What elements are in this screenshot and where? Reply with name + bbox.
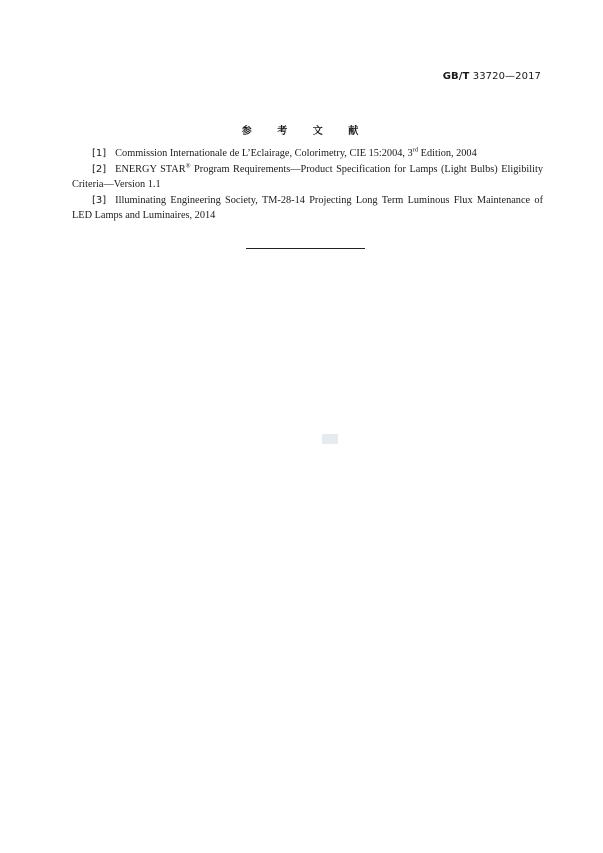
standard-number: 33720—2017 bbox=[472, 71, 541, 82]
reference-text-tail: Program Requirements—Product Specification for Lamps (Light Bulbs) Eligibility Criteria—Version 1.1 bbox=[72, 163, 544, 190]
reference-superscript: ® bbox=[185, 162, 191, 170]
references-heading: 参 考 文 献 bbox=[241, 126, 370, 137]
reference-item-3 bbox=[72, 193, 543, 224]
reference-text: ENERGY STAR bbox=[115, 163, 186, 175]
standard-code bbox=[443, 71, 541, 82]
reference-marker: [2] bbox=[92, 163, 107, 175]
reference-marker: [3] bbox=[92, 194, 107, 206]
end-rule-divider bbox=[246, 248, 365, 249]
reference-marker: [1] bbox=[92, 148, 107, 159]
standard-prefix: GB/T bbox=[442, 71, 470, 82]
reference-list bbox=[72, 146, 543, 224]
reference-superscript: rd bbox=[412, 146, 419, 154]
watermark-logo-icon bbox=[322, 434, 338, 444]
reference-item-1 bbox=[72, 146, 543, 162]
reference-item-2 bbox=[72, 162, 543, 193]
reference-text: Commission Internationale de L’Eclairage, Colorimetry, CIE 15:2004, 3 bbox=[115, 148, 413, 159]
reference-text-tail: Edition, 2004 bbox=[418, 148, 477, 159]
reference-text: Illuminating Engineering Society, TM-28-14 Projecting Long Term Luminous Flux Maintenance of LED Lamps and Luminaires, 2014 bbox=[72, 194, 543, 221]
